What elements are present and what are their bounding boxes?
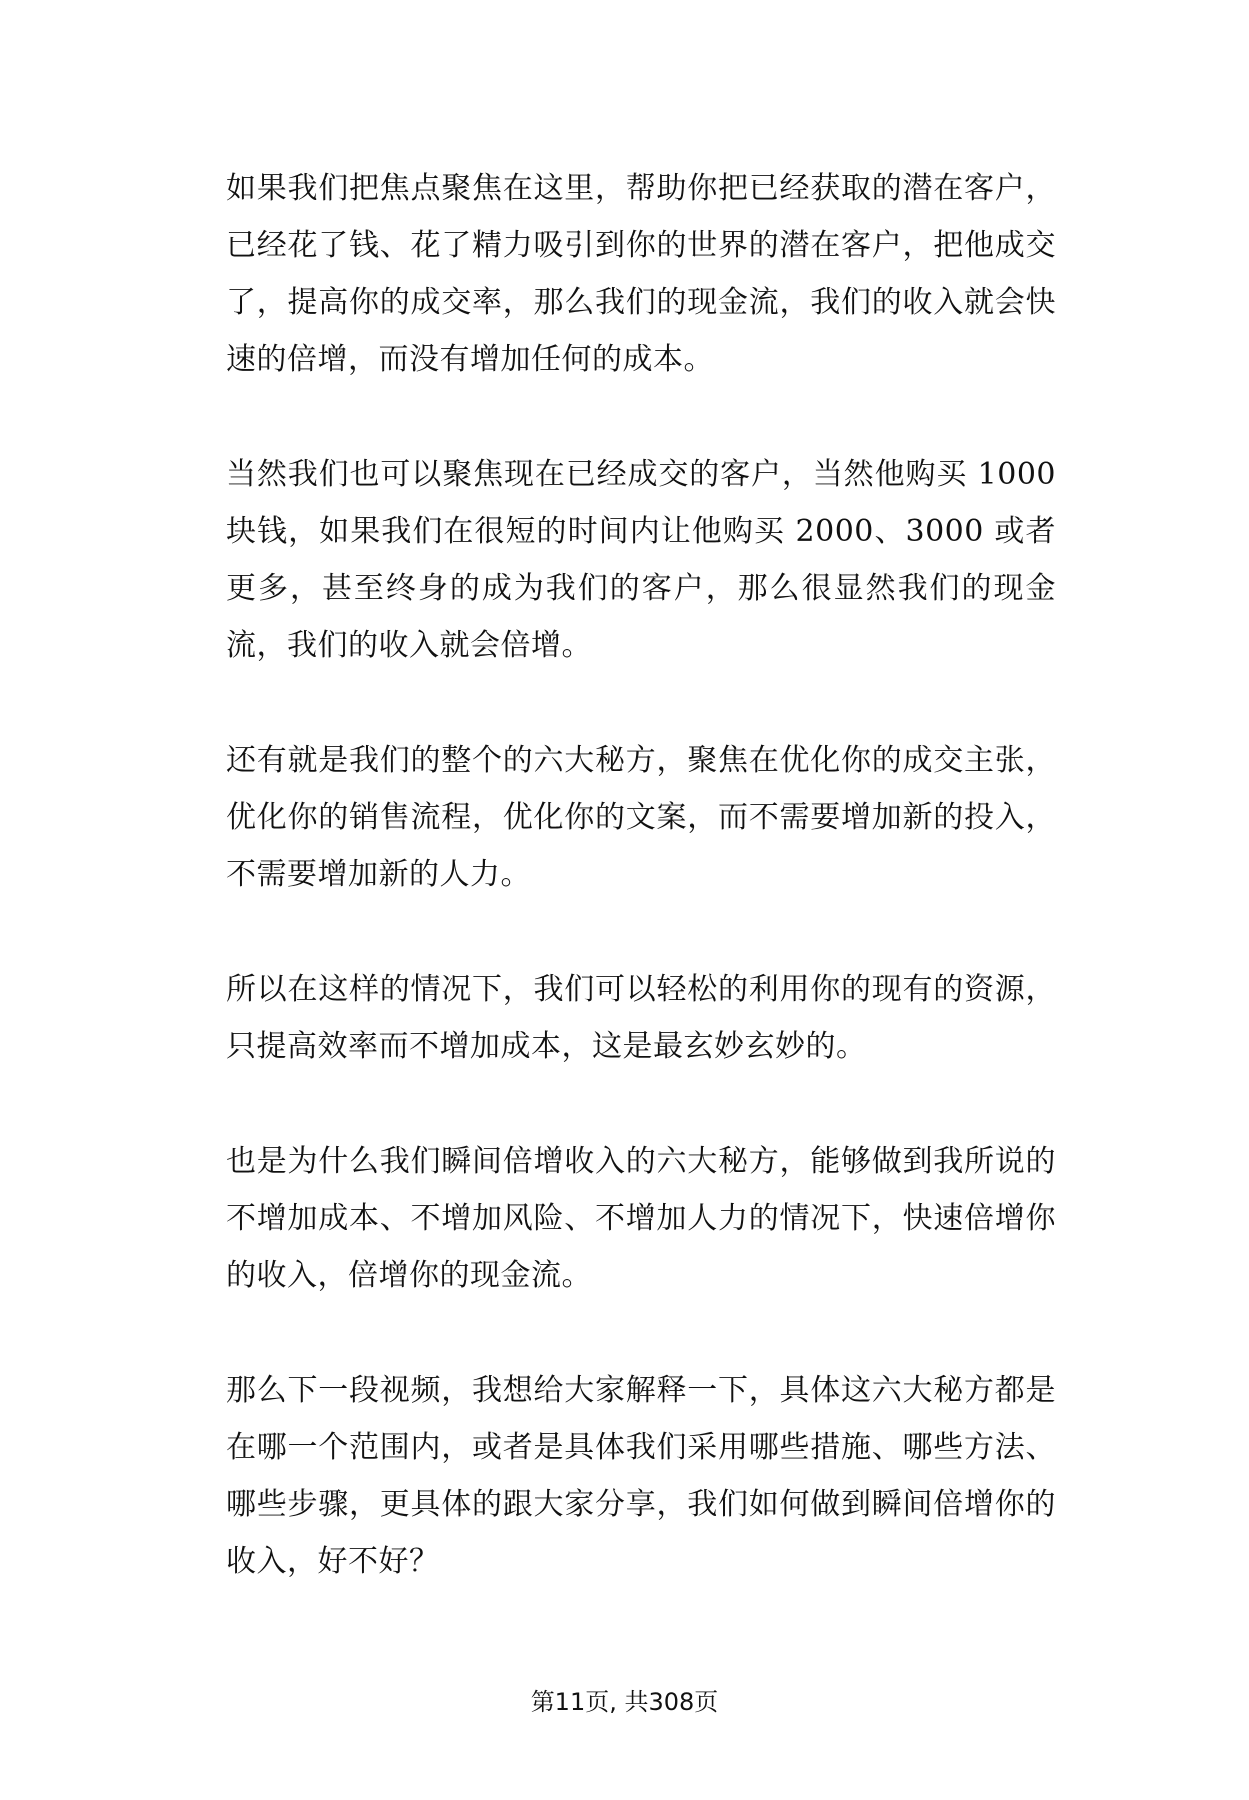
document-body (226, 160, 1056, 1648)
page-footer: 第11页, 共308页 (530, 1688, 719, 1716)
paragraph: 所以在这样的情况下，我们可以轻松的利用你的现有的资源，只提高效率而不增加成本，这是最玄妙玄妙的。 (226, 972, 1056, 1064)
paragraph: 也是为什么我们瞬间倍增收入的六大秘方，能够做到我所说的不增加成本、不增加风险、不增加人力的情况下，快速倍增你的收入，倍增你的现金流。 (226, 1144, 1056, 1293)
paragraph: 当然我们也可以聚焦现在已经成交的客户，当然他购买 1000 块钱，如果我们在很短的时间内让他购买 2000、3000 或者更多，甚至终身的成为我们的客户，那么很显然我们的现金流，我们的收入就会倍增。 (226, 457, 1056, 663)
paragraph: 还有就是我们的整个的六大秘方，聚焦在优化你的成交主张，优化你的销售流程，优化你的文案，而不需要增加新的投入，不需要增加新的人力。 (226, 743, 1056, 892)
paragraph: 如果我们把焦点聚焦在这里，帮助你把已经获取的潜在客户，已经花了钱、花了精力吸引到你的世界的潜在客户，把他成交了，提高你的成交率，那么我们的现金流，我们的收入就会快速的倍增，而没有增加任何的成本。 (226, 171, 1056, 377)
paragraph: 那么下一段视频，我想给大家解释一下，具体这六大秘方都是在哪一个范围内，或者是具体我们采用哪些措施、哪些方法、哪些步骤，更具体的跟大家分享，我们如何做到瞬间倍增你的收入，好不好？ (226, 1373, 1056, 1579)
